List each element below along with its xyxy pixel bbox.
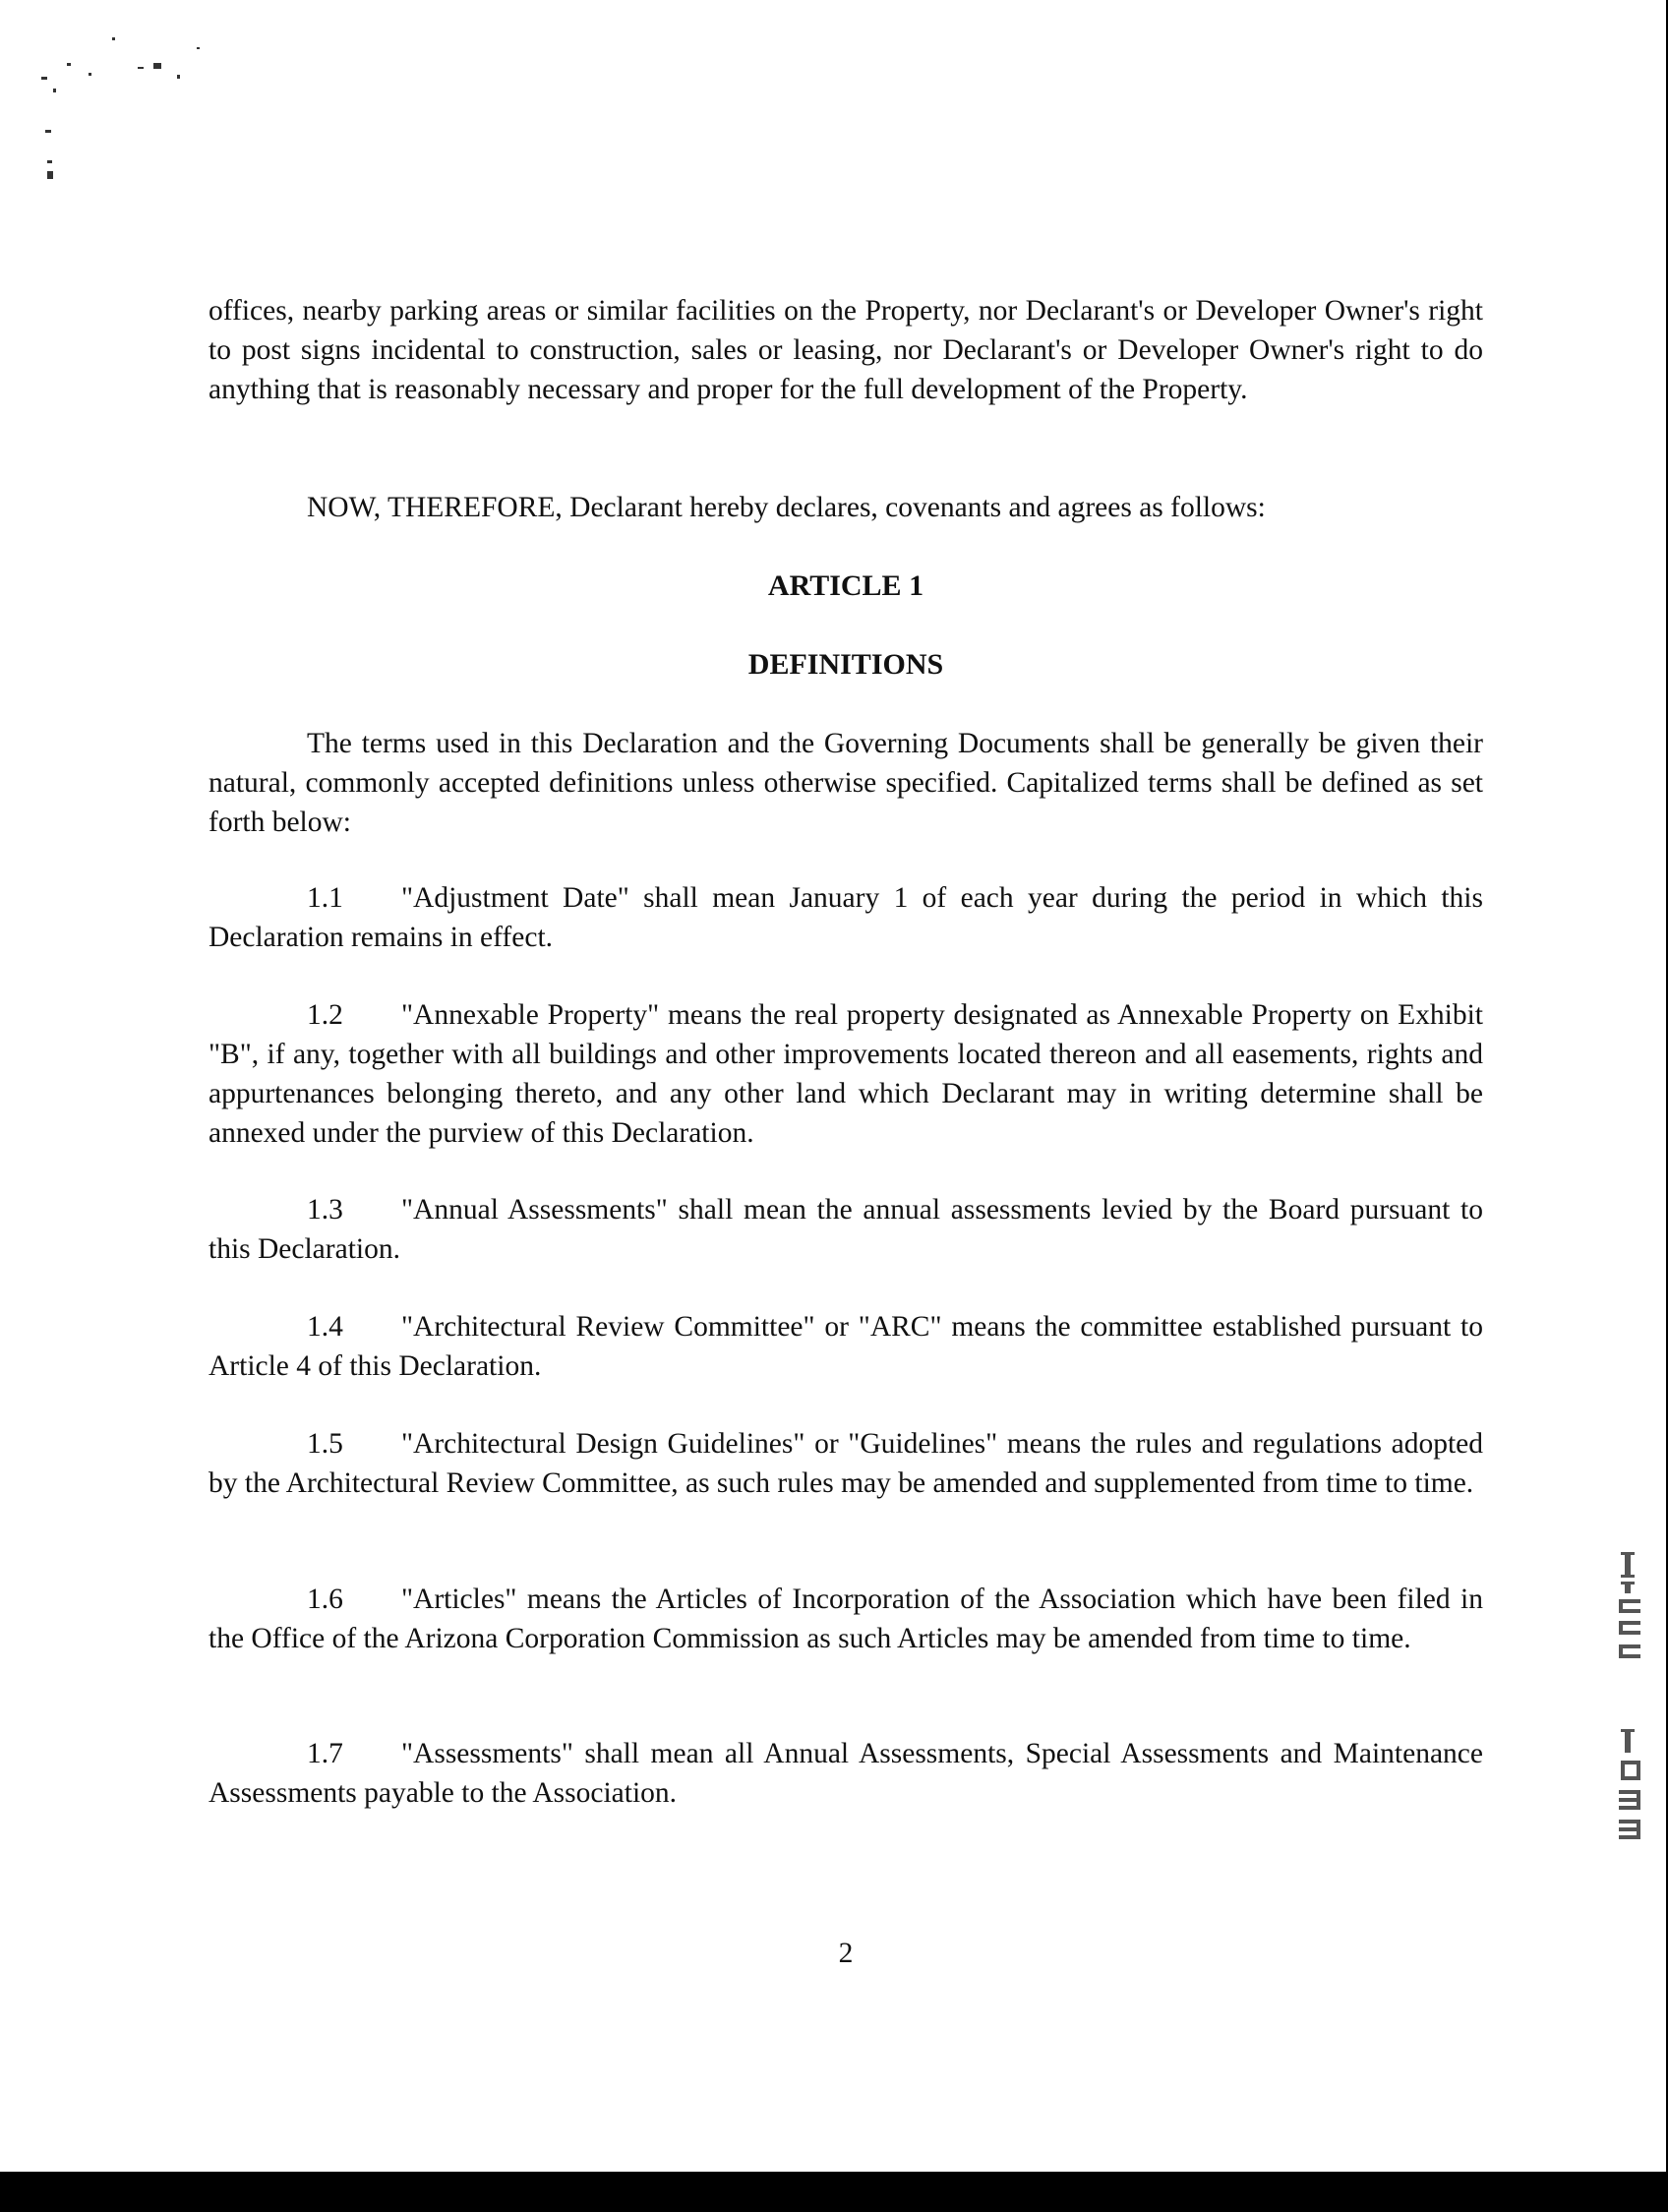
- scan-specks: [39, 8, 275, 205]
- definition-text: "Articles" means the Articles of Incorporation of the Association which have been filed in the Office of the Arizona Corporation Commission as such Articles may be amended from time to time.: [208, 1584, 1483, 1654]
- now-therefore-paragraph: NOW, THEREFORE, Declarant hereby declares, covenants and agrees as follows:: [307, 492, 1266, 523]
- definition-number: 1.4: [307, 1311, 343, 1343]
- definition-text: "Architectural Design Guidelines" or "Guidelines" means the rules and regulations adopted by the Architectural Review Committee, as such rules may be amended and supplemented from time to time.: [208, 1428, 1483, 1499]
- definition-number: 1.6: [307, 1584, 343, 1615]
- definition-number: 1.5: [307, 1428, 343, 1460]
- definition-text: "Annexable Property" means the real property designated as Annexable Property on Exhibit "B", if any, together with all buildings and other improvements located thereon and all easements, rights and appurtenances belonging thereto, and any other land which Declarant may in writing determine shall be annexed under the purview of this Declaration.: [208, 999, 1483, 1149]
- definition-1-1: [208, 878, 1483, 957]
- definition-text: "Assessments" shall mean all Annual Assessments, Special Assessments and Maintenance Assessments payable to the Association.: [208, 1738, 1483, 1809]
- definition-1-4: [208, 1307, 1483, 1386]
- definitions-intro: The terms used in this Declaration and the Governing Documents shall be generally be given their natural, commonly accepted definitions unless otherwise specified. Capitalized terms shall be defined as set forth below:: [208, 728, 1483, 838]
- definition-1-3: [208, 1190, 1483, 1269]
- definition-number: 1.2: [307, 999, 343, 1031]
- page-number: 2: [838, 1938, 854, 1969]
- definition-number: 1.3: [307, 1194, 343, 1226]
- recording-stamp-icon: [1613, 1546, 1652, 1881]
- definition-1-6: [208, 1580, 1483, 1658]
- definition-1-7: [208, 1734, 1483, 1813]
- article-title: DEFINITIONS: [747, 648, 944, 681]
- definition-1-2: [208, 995, 1483, 1153]
- definition-1-5: [208, 1424, 1483, 1503]
- continuation-paragraph: offices, nearby parking areas or similar facilities on the Property, nor Declarant's or Developer Owner's right to post signs incidental to construction, sales or leasing, nor Declarant's or Developer Owner's right to do anything that is reasonably necessary and proper for the full development of the Property.: [208, 295, 1483, 405]
- definition-number: 1.7: [307, 1738, 343, 1769]
- definition-text: "Adjustment Date" shall mean January 1 of each year during the period in which this Declaration remains in effect.: [208, 882, 1483, 953]
- definition-text: "Architectural Review Committee" or "ARC" means the committee established pursuant to Article 4 of this Declaration.: [208, 1311, 1483, 1382]
- definition-number: 1.1: [307, 882, 343, 914]
- definition-text: "Annual Assessments" shall mean the annual assessments levied by the Board pursuant to this Declaration.: [208, 1194, 1483, 1265]
- article-number: ARTICLE 1: [767, 569, 924, 602]
